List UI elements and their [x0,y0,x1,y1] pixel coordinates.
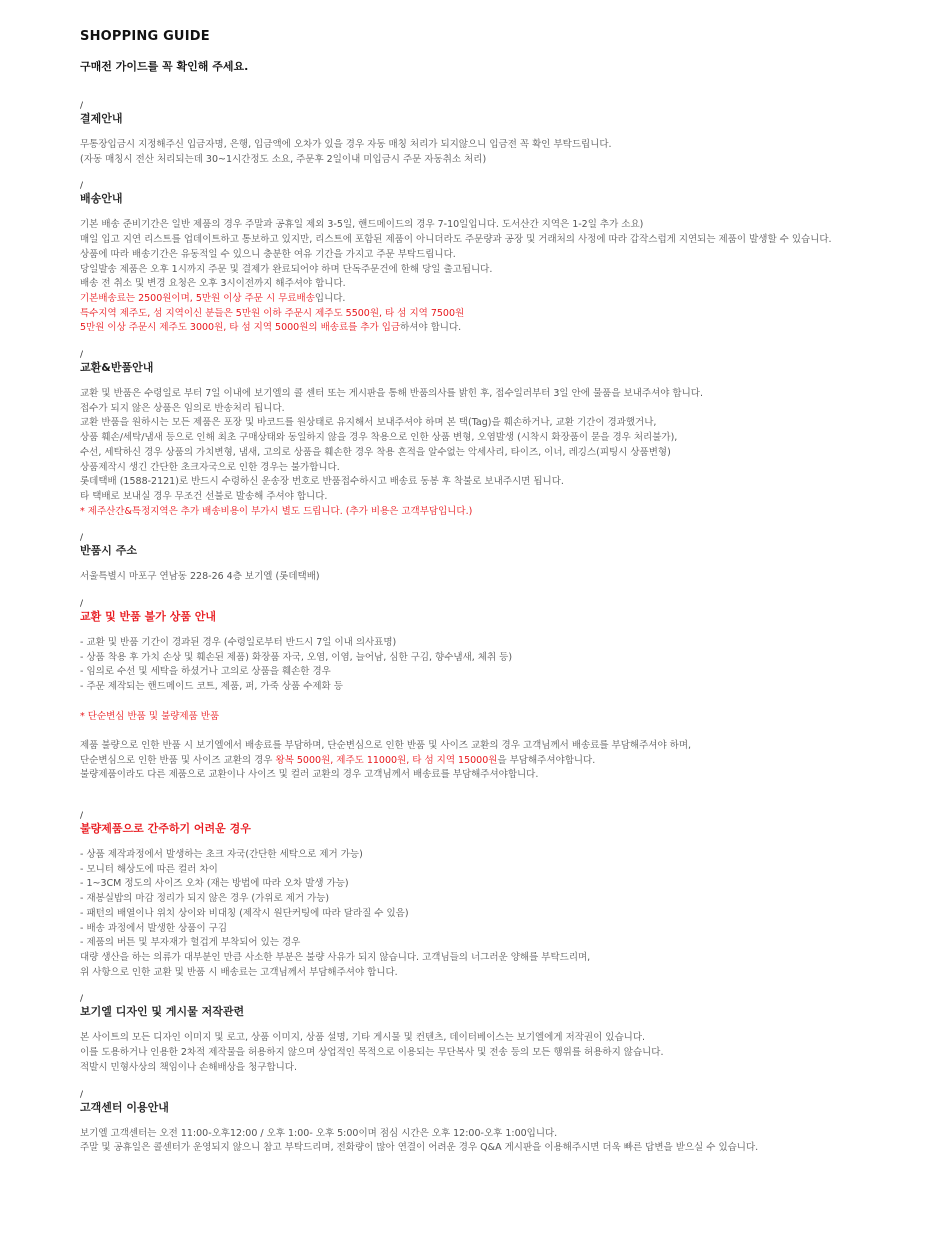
text-line: 본 사이트의 모든 디자인 이미지 및 로고, 상품 이미지, 상품 설명, 기타 게시물 및 컨텐츠, 데이터베이스는 보기엘에게 저작권이 있습니다. [80,1032,646,1044]
extra-fee-line [80,321,940,336]
section-body [80,218,940,336]
text-line: 교환 반품을 원하시는 모든 제품은 포장 및 바코드를 원상태로 유지해서 보내주셔야 하며 본 택(Tag)을 훼손하거나, 교환 기간이 경과했거나, [80,417,657,429]
highlight-text: 기본배송료는 2500원이며, 5만원 이상 주문 시 무료배송 [80,292,315,304]
section-slash: / [80,533,84,544]
address-line: 서울특별시 마포구 연남동 228-26 4층 보기엘 (롯데택배) [80,571,320,583]
page-subtitle: 구매전 가이드를 꼭 확인해 주세요. [80,60,249,73]
notice-line: * 제주산간&특정지역은 추가 배송비용이 부가시 별도 드립니다. (추가 비용은 고객부담입니다.) [80,505,473,517]
section-slash: / [80,181,84,192]
text-span: 하셔야 합니다. [400,322,462,334]
section-slash: / [80,599,84,610]
list-item: - 재봉실밥의 마감 정리가 되지 않은 경우 (가위로 제거 가능) [80,893,330,905]
special-region-line: 특수지역 제주도, 섬 지역이신 분들은 5만원 이하 주문시 제주도 5500원, 타 섬 지역 7500원 [80,307,465,319]
text-line: 접수가 되지 않은 상품은 임의로 반송처리 됩니다. [80,402,285,414]
text-line: 수선, 세탁하신 경우 상품의 가치변형, 냄새, 고의로 상품을 훼손한 경우 착용 흔적을 알수없는 악세사리, 타이즈, 이너, 레깅스(피팅시 상품변형) [80,446,671,458]
text-line: 불량제품이라도 다른 제품으로 교환이나 사이즈 및 컬러 교환의 경우 고객님께서 배송료를 부담해주셔야합니다. [80,769,539,781]
section-slash: / [80,350,84,361]
text-line: (자동 매칭시 전산 처리되는데 30~1시간정도 소요, 주문후 2일이내 미입금시 주문 자동취소 처리) [80,153,487,165]
section-heading: 보기엘 디자인 및 게시물 저작관련 [80,1005,245,1019]
text-line: 주말 및 공휴일은 콜센터가 운영되지 않으니 참고 부탁드리며, 전화량이 많아 연결이 어려운 경우 Q&A 게시판을 이용해주시면 더욱 빠른 답변을 받으실 수 있습니다. [80,1142,759,1154]
spacer [80,695,940,710]
spacer [80,724,940,739]
section-exchange-return [80,350,940,519]
section-body [80,570,940,585]
highlight-text: 왕복 5000원, 제주도 11000원, 타 섬 지역 15000원 [275,754,498,766]
text-line: 이를 도용하거나 인용한 2차적 제작물을 허용하지 않으며 상업적인 목적으로 이용되는 무단복사 및 전송 등의 모든 행위를 허용하지 않습니다. [80,1047,664,1059]
section-return-address [80,533,940,585]
section-slash: / [80,1089,84,1100]
text-line: 보기엘 고객센터는 오전 11:00-오후12:00 / 오후 1:00- 오후 5:00이며 점심 시간은 오후 12:00-오후 1:00입니다. [80,1127,558,1139]
text-line: 위 사항으로 인한 교환 및 반품 시 배송료는 고객님께서 부담해주셔야 합니다. [80,966,398,978]
section-slash: / [80,811,84,822]
text-line: 매일 입고 지연 리스트를 업데이트하고 통보하고 있지만, 리스트에 포함된 제품이 아니더라도 주문량과 공장 및 거래처의 사정에 따라 갑작스럽게 지연되는 제품이 발생할 수 있습니다. [80,234,832,246]
text-span: 을 부담해주셔야합니다. [497,754,596,766]
section-slash: / [80,101,84,111]
list-item: - 주문 제작되는 핸드메이드 코트, 제품, 퍼, 가죽 상품 수제화 등 [80,681,343,693]
section-non-returnable [80,599,940,783]
text-line: 상품 훼손/세탁/냄새 등으로 인해 최초 구매상태와 동일하지 않을 경우 착용으로 인한 상품 변형, 오염발생 (시착시 화장품이 묻을 경우 처리불가), [80,432,678,444]
list-item: - 임의로 수선 및 세탁을 하셨거나 고의로 상품을 훼손한 경우 [80,666,331,678]
section-not-defective [80,811,940,980]
text-line: 대량 생산을 하는 의류가 대부분인 만큼 사소한 부분은 불량 사유가 되지 않습니다. 고객님들의 너그러운 양해를 부탁드리며, [80,951,591,963]
highlight-text: 5만원 이상 주문시 제주도 3000원, 타 섬 지역 5000원의 배송료를 추가 입금 [80,322,401,334]
text-line: 교환 및 반품은 수령일로 부터 7일 이내에 보기엘의 콜 센터 또는 게시판을 통해 반품의사를 밝힌 후, 접수일러부터 3일 안에 물품을 보내주셔야 합니다. [80,388,703,400]
section-payment [80,101,940,167]
section-heading: 반품시 주소 [80,544,137,558]
list-item: - 배송 과정에서 발생한 상품이 구김 [80,922,228,934]
text-span: 입니다. [314,292,346,304]
text-line: 적발시 민형사상의 책임이나 손해배상을 청구합니다. [80,1061,297,1073]
page-title: SHOPPING GUIDE [80,29,210,44]
section-heading: 결제안내 [80,112,123,125]
section-heading: 불량제품으로 간주하기 어려운 경우 [80,822,251,836]
section-body [80,138,940,167]
text-line: 상품에 따라 배송기간은 유동적일 수 있으니 충분한 여유 기간을 가지고 주문 부탁드립니다. [80,248,456,260]
section-heading: 배송안내 [80,192,123,206]
text-line: 제품 불량으로 인한 반품 시 보기엘에서 배송료를 부담하며, 단순변심으로 인한 반품 및 사이즈 교환의 경우 고객님께서 배송료를 부담해주셔야 하며, [80,739,692,751]
section-slash: / [80,994,84,1005]
fee-line [80,754,940,769]
section-body [80,636,940,783]
shipping-fee-line [80,292,940,307]
section-shipping [80,181,940,336]
section-body [80,848,940,980]
text-line: 무통장입금시 지정해주신 입금자명, 은행, 입금액에 오차가 있을 경우 자동 매칭 처리가 되지않으니 입금전 꼭 확인 부탁드립니다. [80,139,612,150]
list-item: - 상품 착용 후 가치 손상 및 훼손된 제품) 화장품 자국, 오염, 이염, 늘어남, 심한 구김, 향수냄새, 체취 등) [80,651,513,663]
list-item: - 1~3CM 정도의 사이즈 오차 (재는 방법에 따라 오차 발생 가능) [80,878,349,890]
section-heading: 고객센터 이용안내 [80,1100,169,1114]
text-line: 배송 전 취소 및 변경 요청은 오후 3시이전까지 해주셔야 합니다. [80,278,346,290]
section-body [80,387,940,519]
section-heading: 교환 및 반품 불가 상품 안내 [80,610,217,624]
list-item: - 상품 제작과정에서 발생하는 초크 자국(간단한 세탁으로 제거 가능) [80,849,363,861]
text-line: 당일발송 제품은 오후 1시까지 주문 및 결제가 완료되어야 하며 단독주문건에 한해 당일 출고됩니다. [80,263,493,275]
list-item: - 모니터 해상도에 따른 컬러 차이 [80,863,218,875]
section-body [80,1127,940,1156]
section-heading: 교환&반품안내 [80,361,154,375]
text-line: 기본 배송 준비기간은 일반 제품의 경우 주말과 공휴일 제외 3-5일, 핸드메이드의 경우 7-10일입니다. 도서산간 지역은 1-2일 추가 소요) [80,219,644,231]
list-item: - 제품의 버튼 및 부자재가 헐겁게 부착되어 있는 경우 [80,937,301,949]
list-item: - 교환 및 반품 기간이 경과된 경우 (수령일로부터 반드시 7일 이내 의사표명) [80,637,397,649]
list-item: - 패턴의 배열이나 위치 상이와 비대칭 (제작시 원단커팅에 따라 달라질 수 있음) [80,907,409,919]
text-line: 상품제작시 생긴 간단한 초크자국으로 인한 경우는 불가합니다. [80,461,340,473]
text-line: 롯데택배 (1588-2121)로 반드시 수령하신 운송장 번호로 반품접수하시고 배송료 동봉 후 착불로 보내주시면 됩니다. [80,476,564,488]
section-customer-center [80,1090,940,1156]
section-body [80,1031,940,1075]
text-span: 단순변심으로 인한 반품 및 사이즈 교환의 경우 [80,754,276,766]
section-copyright [80,994,940,1075]
text-line: 타 택배로 보내실 경우 무조건 선불로 발송해 주셔야 합니다. [80,490,328,502]
notice-line: * 단순변심 반품 및 불량제품 반품 [80,710,220,722]
